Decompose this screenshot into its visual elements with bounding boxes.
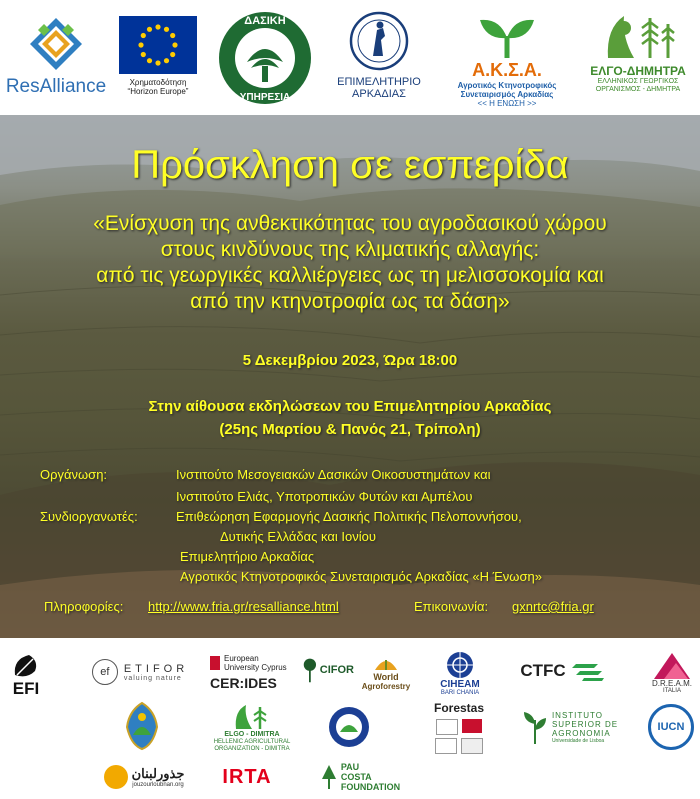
hero-landscape-background <box>0 115 700 638</box>
forestas-logo <box>424 698 494 756</box>
elgo-line2: ΟΡΓΑΝΙΣΜΟΣ - ΔΗΜΗΤΡΑ <box>595 86 681 93</box>
event-date: 5 Δεκεμβρίου 2023, Ώρα 18:00 <box>242 352 458 369</box>
efi-leaf-icon <box>11 653 41 679</box>
coorganizer-line: Επιμελητήριο Αρκαδίας <box>180 549 315 564</box>
region-flag-icon <box>435 738 457 754</box>
epimelitirio-arkadias-logo <box>330 10 428 108</box>
ctfc-wordmark: CTFC <box>520 661 566 680</box>
euraf-circle-icon <box>328 706 370 748</box>
iucn-wordmark: IUCN <box>657 721 685 733</box>
svg-text:ΥΠΗΡΕΣΙΑ: ΥΠΗΡΕΣΙΑ <box>239 92 291 103</box>
coorganizers-label: Συνδιοργανωτές: <box>40 509 138 524</box>
region-crest-icon <box>461 738 483 754</box>
world-agro-line1: World <box>373 671 399 682</box>
isa-line2: SUPERIOR DE <box>551 720 619 729</box>
iucn-circle-icon <box>648 704 694 750</box>
pau-line2: COSTA <box>340 772 372 782</box>
pau-costa-foundation-logo <box>310 760 410 794</box>
ctfc-logo <box>512 656 612 686</box>
resalliance-logo <box>4 16 108 106</box>
subtitle-line: «Ενίσχυση της ανθεκτικότητας του αγροδασικού χώρου <box>93 212 607 235</box>
elgo-dimitra-hellenic-logo <box>212 700 292 756</box>
dream-sub: ITALIA <box>663 687 681 694</box>
isa-line3: AGRONOMIA <box>551 729 611 738</box>
forest-service-seal-icon <box>217 10 313 106</box>
pau-costa-tree-icon <box>320 763 338 791</box>
jouzour-circle-icon <box>104 765 128 789</box>
aksa-sprout-icon <box>472 14 542 60</box>
ciheam-wordmark: CIHEAM <box>440 678 480 690</box>
eu-caption-line1: Χρηματοδότηση <box>129 78 187 87</box>
elgo-line1: ΕΛΛΗΝΙΚΟΣ ΓΕΩΡΓΙΚΟΣ <box>597 78 679 85</box>
subtitle-line: στους κινδύνους της κλιματικής αλλαγής: <box>160 238 540 261</box>
pau-line1: PAU <box>340 762 360 772</box>
subtitle-line: από την κτηνοτροφία ως τα δάση» <box>190 290 510 313</box>
coorganizer-line: Επιθεώρηση Εφαρμογής Δασικής Πολιτικής Πελοποννήσου, <box>176 509 522 524</box>
invitation-content <box>0 115 700 638</box>
svg-text:ΔΑΣΙΚΗ: ΔΑΣΙΚΗ <box>244 15 286 27</box>
efi-wordmark: EFI <box>12 679 40 698</box>
euraf-logo <box>326 704 372 750</box>
cerides-logo <box>210 652 300 692</box>
world-agro-line2: Agroforestry <box>361 681 411 691</box>
ciheam-globe-icon <box>446 651 474 679</box>
elgo-dimitra-emblem-icon <box>588 8 688 64</box>
elgo-hellenic-emblem-icon <box>230 703 274 731</box>
jouzour-wordmark: جذورلبنان <box>131 766 185 781</box>
isa-line4: Universidade de Lisboa <box>551 738 605 744</box>
aksa-title: Α.Κ.Σ.Α. <box>472 60 542 80</box>
pau-line3: FOUNDATION <box>340 782 401 792</box>
etifor-logo <box>84 654 196 690</box>
eu-flag-icon <box>119 16 197 74</box>
isa-leaf-icon <box>522 710 548 746</box>
coorganizer-line: Αγροτικός Κτηνοτροφικός Συνεταιρισμός Αρκαδίας «Η Ένωση» <box>180 569 542 584</box>
resalliance-wordmark: ResAlliance <box>5 76 107 97</box>
epimelitirio-line2: ΑΡΚΑΔΙΑΣ <box>352 88 406 100</box>
resalliance-emblem-icon <box>28 16 84 72</box>
dream-logo <box>648 646 696 698</box>
dasiki-ypiresia-logo <box>216 10 314 108</box>
chamber-seal-icon <box>349 10 409 72</box>
cerides-top-line1: European <box>224 653 259 663</box>
jouzour-sub: jouzourloubnan.org <box>132 782 184 788</box>
eu-funding-logo <box>112 16 204 111</box>
forestas-wordmark: Forestas <box>433 700 485 715</box>
dream-mountain-icon <box>654 651 690 679</box>
iucn-logo <box>648 704 694 750</box>
venue-line1: Στην αίθουσα εκδηλώσεων του Επιμελητηρίου Αρκαδίας <box>148 398 552 415</box>
venue-line2: (25ης Μαρτίου & Πανός 21, Τρίπολη) <box>219 421 481 438</box>
efi-logo <box>4 652 48 700</box>
eu-caption-line2: “Horizon Europe” <box>127 87 189 96</box>
elgo2-line3: ORGANIZATION - DIMITRA <box>214 746 290 752</box>
contact-email-link[interactable]: gxnrtc@fria.gr <box>512 599 594 614</box>
organizer-label: Οργάνωση: <box>40 467 108 482</box>
aksa-line3: << Η ΕΝΩΣΗ >> <box>477 99 537 108</box>
sardinia-flag-icon <box>436 719 458 735</box>
cifor-wordmark: CIFOR <box>319 664 354 676</box>
cifor-logo <box>302 650 354 690</box>
municipal-seal-logo <box>122 700 162 752</box>
event-venue <box>0 395 700 441</box>
world-agroforestry-icon <box>373 654 399 672</box>
cerides-top-line2: University Cyprus <box>224 662 287 672</box>
elgo-dimitra-logo <box>582 8 694 108</box>
etifor-tagline: valuing nature <box>123 674 182 682</box>
etifor-wordmark: ETIFOR <box>123 662 189 675</box>
aksa-logo <box>440 14 574 112</box>
dream-wordmark: D.R.E.A.M. <box>651 678 692 688</box>
irta-logo <box>212 762 282 792</box>
organizer-line: Ινστιτούτο Ελιάς, Υποτροπικών Φυτών και Αμπέλου <box>176 489 473 504</box>
isa-logo <box>520 704 620 752</box>
invitation-title: Πρόσκληση σε εσπερίδα <box>131 143 569 187</box>
info-url-link[interactable]: http://www.fria.gr/resalliance.html <box>148 599 339 614</box>
euc-mark-icon <box>210 656 220 670</box>
subtitle-line: από τις γεωργικές καλλιέργειες ως τη μελισσοκομία και <box>96 264 604 287</box>
info-label: Πληροφορίες: <box>44 599 124 614</box>
sponsor-bar-top <box>0 0 700 115</box>
elgo2-line2: HELLENIC AGRICULTURAL <box>213 739 291 745</box>
cifor-tree-icon <box>302 656 318 684</box>
cerides-wordmark: CER:IDES <box>210 674 277 691</box>
elgo2-line1: ELGO - DIMITRA <box>224 731 280 738</box>
organizer-line: Ινστιτούτο Μεσογειακών Δασικών Οικοσυστημάτων και <box>176 467 491 482</box>
regional-crest-icon <box>462 719 482 733</box>
etifor-mark-icon: ef <box>92 659 118 685</box>
seal-crest-icon <box>125 701 159 751</box>
contact-label: Επικοινωνία: <box>414 599 489 614</box>
coorganizer-line: Δυτικής Ελλάδας και Ιονίου <box>220 529 376 544</box>
epimelitirio-line1: ΕΠΙΜΕΛΗΤΗΡΙΟ <box>337 76 421 88</box>
partner-logos-bottom <box>0 638 700 799</box>
invitation-subtitle <box>16 211 684 315</box>
aksa-line1: Αγροτικός Κτηνοτροφικός <box>457 81 557 90</box>
elgo-title: ΕΛΓΟ-ΔΗΜΗΤΡΑ <box>590 64 686 78</box>
aksa-line2: Συνεταιρισμός Αρκαδίας <box>460 90 554 99</box>
jouzour-loubnan-logo <box>96 760 192 794</box>
world-agroforestry-logo <box>356 650 416 694</box>
irta-wordmark: IRTA <box>222 765 272 788</box>
ciheam-sub: BARI CHANIA <box>440 689 480 696</box>
isa-line1: INSTITUTO <box>551 711 604 720</box>
ciheam-logo <box>432 648 488 698</box>
ctfc-stripes-icon <box>572 660 604 682</box>
